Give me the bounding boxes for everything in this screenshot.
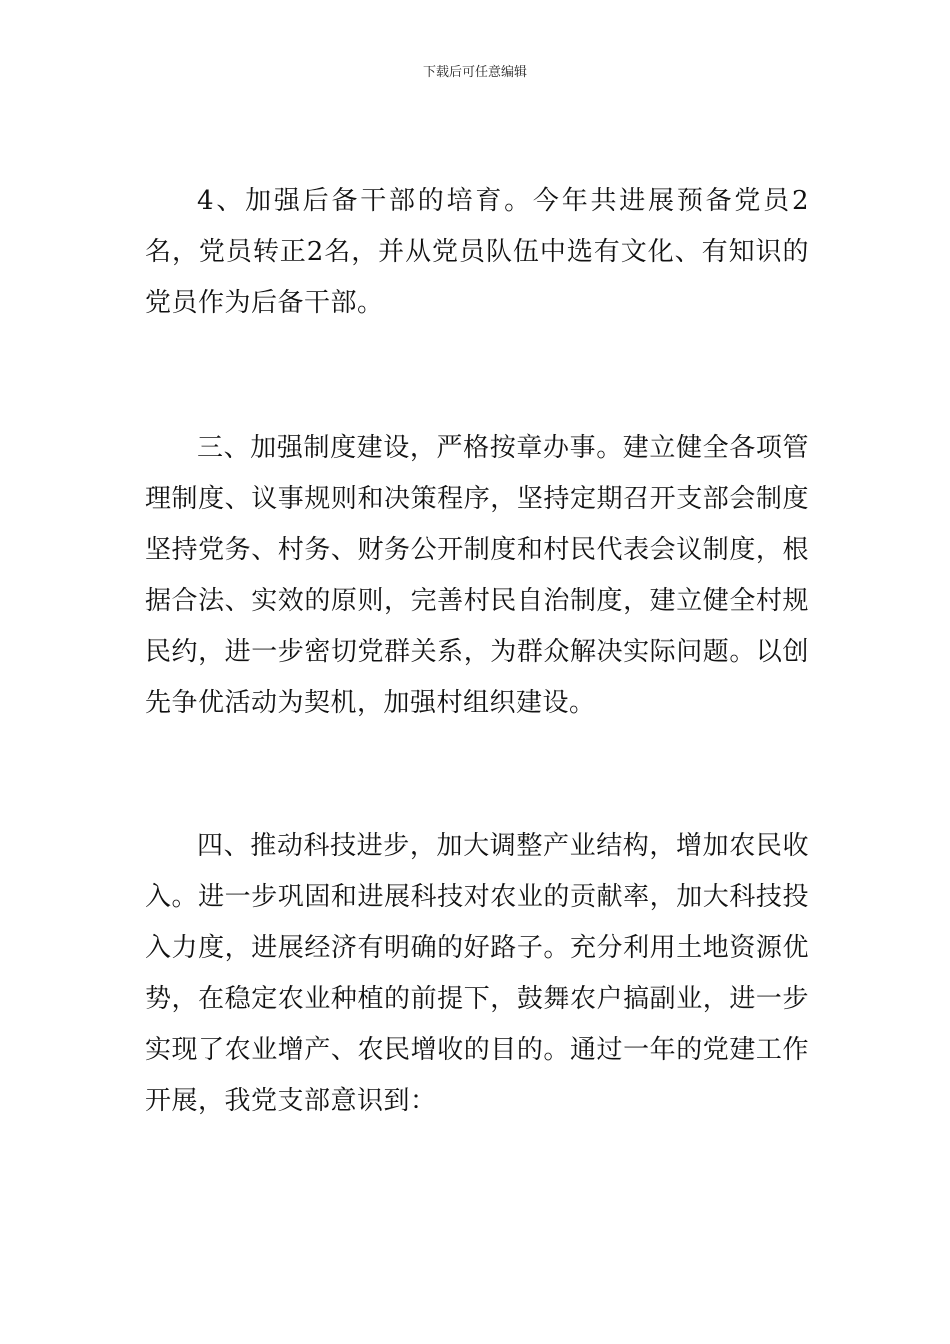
paragraph-system-building: 三、加强制度建设，严格按章办事。建立健全各项管理制度、议事规则和决策程序，坚持定期召开支部会制度坚持党务、村务、财务公开制度和村民代表会议制度，根据合法、实效的原则，完善村民自治制度，建立健全村规民约，进一步密切党群关系，为群众解决实际问题。以创先争优活动为契机，加强村组织建设。	[145, 433, 809, 718]
paragraph-reserve-cadres: 4、加强后备干部的培育。今年共进展预备党员2名，党员转正2名，并从党员队伍中选有文化、有知识的党员作为后备干部。	[145, 186, 809, 318]
paragraph-technology-progress: 四、推动科技进步，加大调整产业结构，增加农民收入。进一步巩固和进展科技对农业的贡献率，加大科技投入力度，进展经济有明确的好路子。充分利用土地资源优势，在稳定农业种植的前提下，鼓舞农户搞副业，进一步实现了农业增产、农民增收的目的。通过一年的党建工作开展，我党支部意识到：	[145, 831, 809, 1116]
page-header: 下载后可任意编辑	[422, 65, 527, 80]
